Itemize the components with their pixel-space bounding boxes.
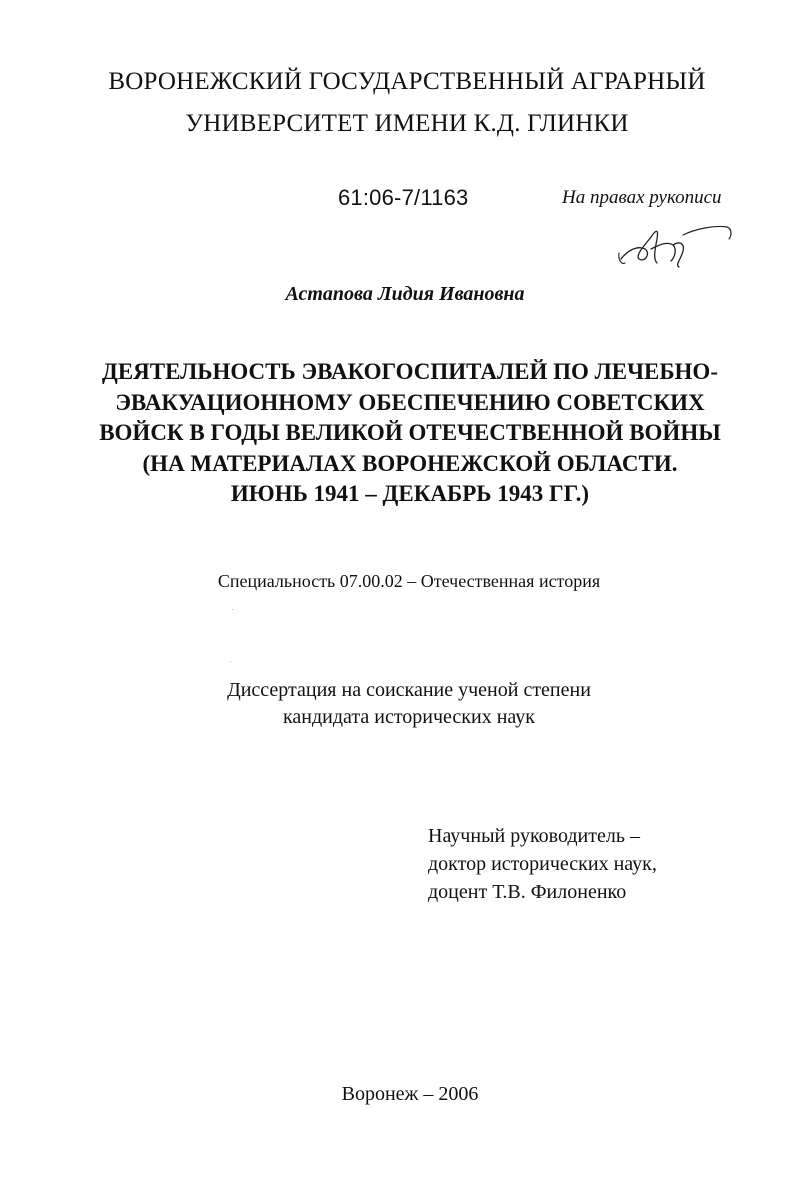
scan-speck (230, 661, 231, 662)
title-line: ИЮНЬ 1941 – ДЕКАБРЬ 1943 ГГ.) (230, 481, 590, 506)
title-line: ЭВАКУАЦИОННОМУ ОБЕСПЕЧЕНИЮ СОВЕТСКИХ (115, 389, 705, 415)
scientific-advisor (428, 822, 657, 906)
author-name: Астапова Лидия Ивановна (285, 283, 525, 305)
dissertation-title (60, 357, 760, 510)
manuscript-rights-note: На правах рукописи (562, 187, 722, 208)
city-and-year: Воронеж – 2006 (341, 1083, 479, 1105)
specialty-line: Специальность 07.00.02 – Отечественная история (217, 571, 601, 591)
advisor-line-2: доктор исторических наук, (428, 853, 657, 875)
degree-line-1: Диссертация на соискание ученой степени (227, 679, 591, 701)
advisor-line-3: доцент Т.В. Филоненко (428, 881, 627, 903)
degree-line-2: кандидата исторических наук (282, 706, 536, 728)
advisor-line-1: Научный руководитель – (428, 825, 640, 847)
signature-icon (615, 215, 735, 275)
institution-line-1: ВОРОНЕЖСКИЙ ГОСУДАРСТВЕННЫЙ АГРАРНЫЙ (108, 68, 706, 95)
degree-statement (0, 677, 794, 731)
institution-line-2: УНИВЕРСИТЕТ ИМЕНИ К.Д. ГЛИНКИ (185, 110, 629, 137)
title-line: ВОЙСК В ГОДЫ ВЕЛИКОЙ ОТЕЧЕСТВЕННОЙ ВОЙНЫ (99, 420, 721, 445)
title-line: ДЕЯТЕЛЬНОСТЬ ЭВАКОГОСПИТАЛЕЙ ПО ЛЕЧЕБНО- (102, 359, 718, 384)
scan-speck (232, 609, 233, 610)
catalog-number: 61:06-7/1163 (338, 185, 469, 210)
title-line: (НА МАТЕРИАЛАХ ВОРОНЕЖСКОЙ ОБЛАСТИ. (142, 450, 678, 476)
